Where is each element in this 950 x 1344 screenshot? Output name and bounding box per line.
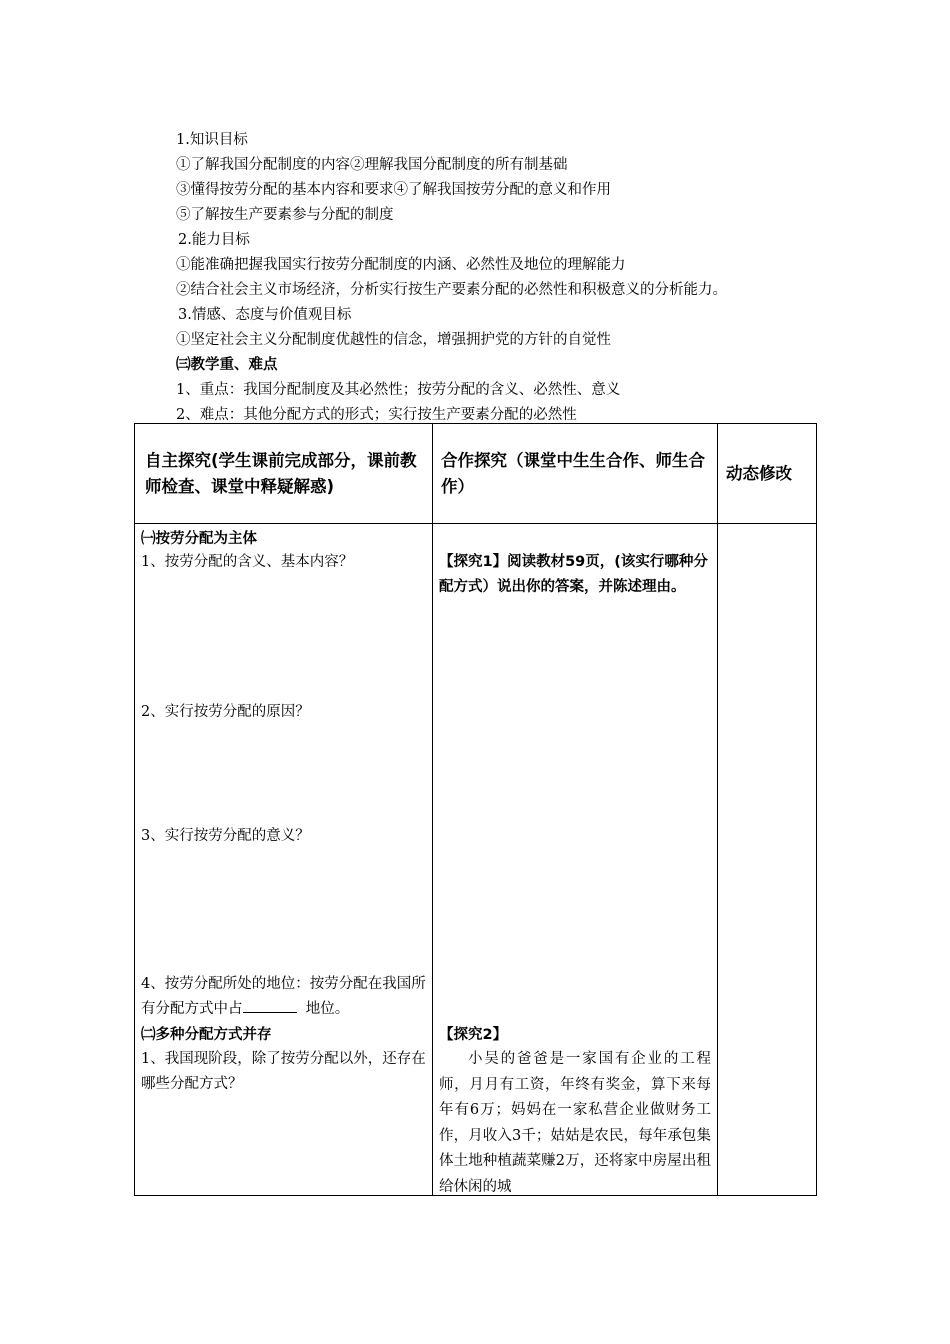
ability-item: ②结合社会主义市场经济，分析实行按生产要素分配的必然性和积极意义的分析能力。 <box>176 282 727 298</box>
key-points-heading: ㈢教学重、难点 <box>176 357 278 373</box>
header-cooperative-inquiry <box>433 424 718 524</box>
key-point-item: 2、难点：其他分配方式的形式；实行按生产要素分配的必然性 <box>176 407 577 423</box>
header-cooperative-inquiry-label: 合作探究（课堂中生生合作、师生合作） <box>441 451 705 496</box>
question-3: 3、实行按劳分配的意义？ <box>141 828 310 844</box>
explore-2-title: 【探究2】 <box>439 1027 508 1043</box>
self-inquiry-cell <box>135 524 433 1196</box>
inquiry-table <box>134 423 817 1196</box>
dynamic-revision-cell <box>718 524 817 1196</box>
header-dynamic-revision <box>718 424 817 524</box>
table-content-row <box>135 524 817 1196</box>
explore-1: 【探究1】阅读教材59页，(该实行哪种分配方式）说出你的答案，并陈述理由。 <box>439 554 708 595</box>
table-header-row <box>135 424 817 524</box>
fill-blank[interactable] <box>243 998 297 1013</box>
question-4-text: 4、按劳分配所处的地位：按劳分配在我国所有分配方式中占 <box>141 976 426 1017</box>
knowledge-item: ③懂得按劳分配的基本内容和要求④了解我国按劳分配的意义和作用 <box>176 182 611 198</box>
question-1: 1、按劳分配的含义、基本内容？ <box>141 554 354 570</box>
knowledge-heading: 1.知识目标 <box>176 132 248 148</box>
question-2: 2、实行按劳分配的原因？ <box>141 704 310 720</box>
question-5: 1、我国现阶段，除了按劳分配以外，还存在哪些分配方式？ <box>141 1051 426 1092</box>
emotion-item: ①坚定社会主义分配制度优越性的信念，增强拥护党的方针的自觉性 <box>176 332 611 348</box>
cooperative-inquiry-cell <box>433 524 718 1196</box>
knowledge-item: ①了解我国分配制度的内容②理解我国分配制度的所有制基础 <box>176 157 568 173</box>
question-4-suffix: 地位。 <box>305 1001 350 1017</box>
header-self-inquiry <box>135 424 433 524</box>
key-point-item: 1、重点：我国分配制度及其必然性；按劳分配的含义、必然性、意义 <box>176 382 621 398</box>
header-dynamic-revision-label: 动态修改 <box>726 464 792 483</box>
header-self-inquiry-label: 自主探究(学生课前完成部分，课前教师检查、课堂中释疑解惑) <box>145 451 417 496</box>
emotion-heading: 3.情感、态度与价值观目标 <box>178 307 352 323</box>
explore-2-text: 小吴的爸爸是一家国有企业的工程师，月月有工资，年终有奖金，算下来每年有6万；妈妈在一家私营企业做财务工作，月收入3千；姑姑是农民，每年承包集体土地种植蔬菜赚2万，还将家中房屋出租给休闲的城 <box>439 1051 711 1195</box>
ability-heading: 2.能力目标 <box>178 232 250 248</box>
knowledge-item: ⑤了解按生产要素参与分配的制度 <box>176 207 394 223</box>
question-4 <box>141 972 427 1022</box>
section1-title: ㈠按劳分配为主体 <box>141 531 257 547</box>
ability-item: ①能准确把握我国实行按劳分配制度的内涵、必然性及地位的理解能力 <box>176 257 626 273</box>
section2-title: ㈡多种分配方式并存 <box>141 1027 272 1043</box>
